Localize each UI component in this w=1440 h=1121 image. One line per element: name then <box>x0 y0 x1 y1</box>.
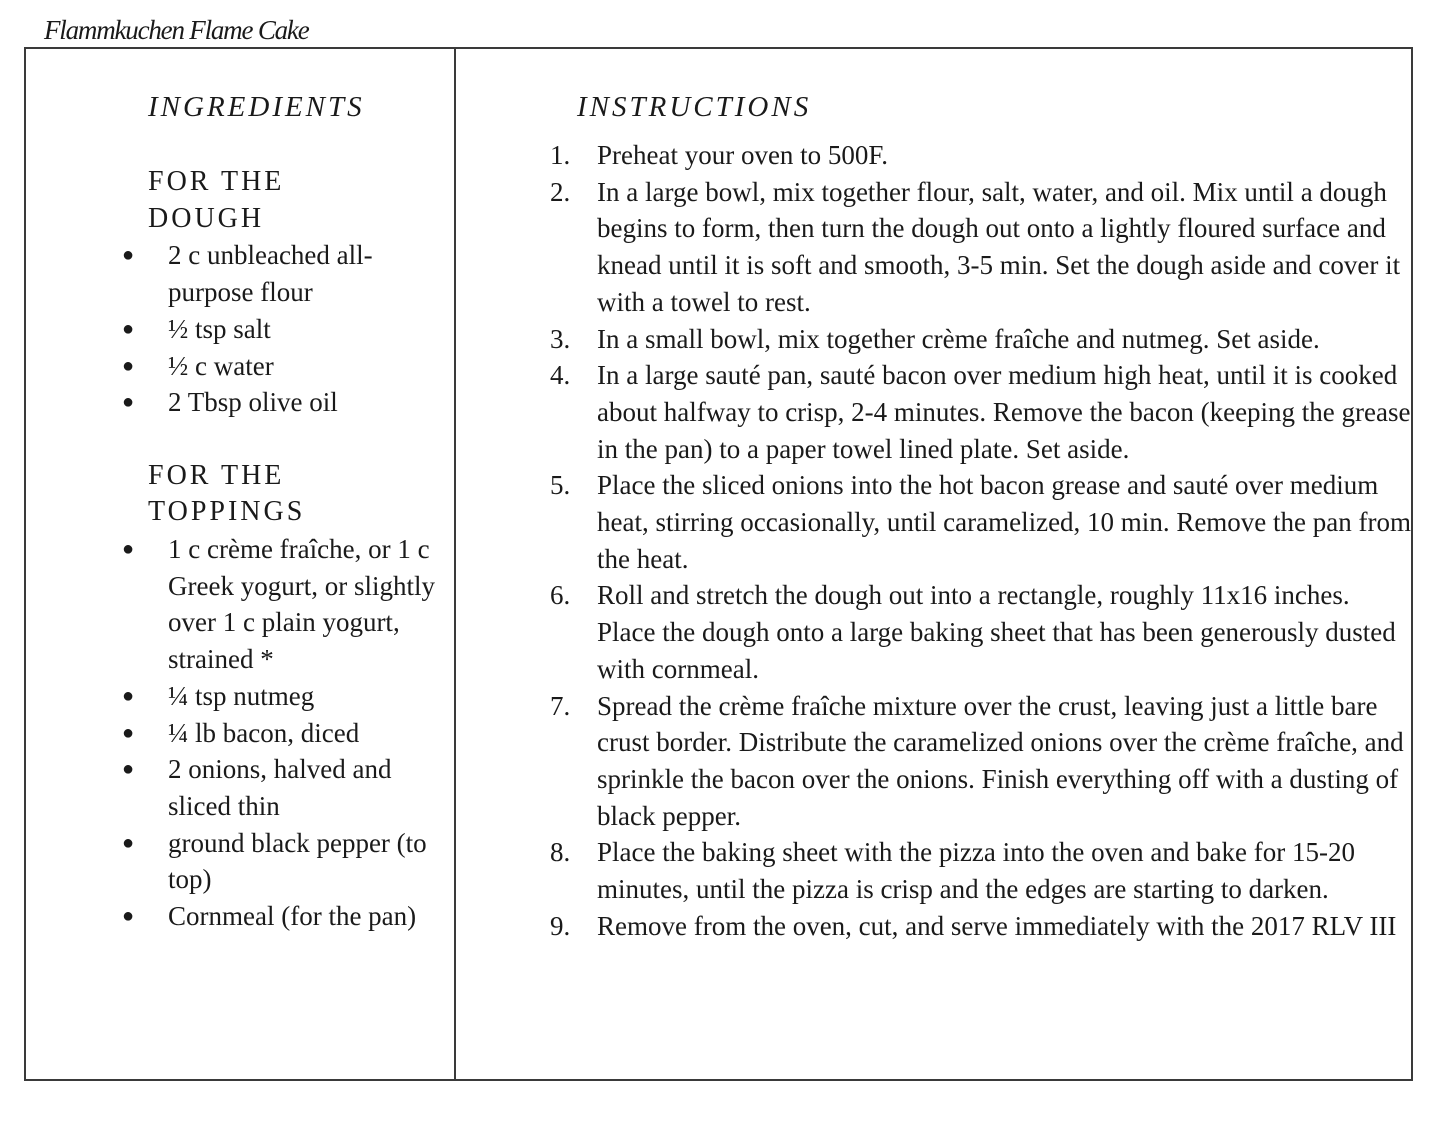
step-number: 5. <box>550 470 571 501</box>
list-item <box>26 715 454 752</box>
list-item <box>26 384 454 421</box>
ingredients-column <box>26 49 454 1079</box>
step-text: Place the sliced onions into the hot bacon grease and sauté over medium heat, stirring occasionally, until caramelized, 10 min. Remove the pan from the heat. <box>597 470 1411 574</box>
list-item <box>26 825 454 898</box>
list-item <box>456 834 1411 907</box>
instructions-column <box>456 49 1411 1079</box>
page-title: Flammkuchen Flame Cake <box>44 15 309 45</box>
bullet-icon: ● <box>122 758 135 781</box>
bullet-icon: ● <box>122 244 135 267</box>
ingredient-text: ¼ tsp nutmeg <box>168 680 315 711</box>
bullet-icon: ● <box>122 538 135 561</box>
step-number: 8. <box>550 837 571 868</box>
recipe-table <box>24 47 1413 1081</box>
bullet-icon: ● <box>122 354 135 377</box>
step-text: In a large bowl, mix together flour, salt, water, and oil. Mix until a dough begins to form, then turn the dough out onto a lightly floured surface and knead until it is soft and smooth, 3-5 min. Set the dough aside and cover it with a towel to rest. <box>597 176 1401 317</box>
toppings-ingredient-list <box>26 531 454 935</box>
step-text: Preheat your oven to 500F. <box>597 140 889 170</box>
ingredient-text: 2 c unbleached all-purpose flour <box>168 240 373 308</box>
list-item <box>456 577 1411 687</box>
bullet-icon: ● <box>122 317 135 340</box>
dough-section-heading: FOR THE DOUGH <box>148 166 285 234</box>
step-text: In a large sauté pan, sauté bacon over medium high heat, until it is cooked about halfway to crisp, 2-4 minutes. Remove the bacon (keeping the grease in the pan) to a paper towel lined plate. Set aside. <box>597 360 1411 464</box>
step-text: Spread the crème fraîche mixture over the crust, leaving just a little bare crust border. Distribute the caramelized onions over the crème fraîche, and sprinkle the bacon over the onions. Finish everything off with a dusting of black pepper. <box>597 690 1404 831</box>
toppings-section-heading: FOR THE TOPPINGS <box>148 459 306 528</box>
ingredient-text: Cornmeal (for the pan) <box>168 901 417 932</box>
step-number: 7. <box>550 690 571 721</box>
step-number: 9. <box>550 910 571 941</box>
list-item <box>456 137 1411 174</box>
list-item <box>456 357 1411 467</box>
bullet-icon: ● <box>122 684 135 707</box>
step-number: 2. <box>550 176 571 207</box>
group-spacer <box>26 421 454 458</box>
ingredient-text: ground black pepper (to top) <box>168 827 427 895</box>
ingredient-text: ½ tsp salt <box>168 313 271 344</box>
ingredients-groups <box>26 164 454 935</box>
list-item <box>26 531 454 678</box>
list-item <box>456 467 1411 577</box>
list-item <box>456 174 1411 321</box>
bullet-icon: ● <box>122 905 135 928</box>
step-number: 3. <box>550 323 571 354</box>
list-item <box>456 908 1411 945</box>
list-item <box>26 348 454 385</box>
list-item <box>26 898 454 935</box>
step-text: Remove from the oven, cut, and serve immediately with the 2017 RLV III <box>597 910 1397 941</box>
step-number: 6. <box>550 580 571 611</box>
ingredient-text: 1 c crème fraîche, or 1 c Greek yogurt, or slightly over 1 c plain yogurt, strained * <box>168 534 435 675</box>
ingredient-text: ½ c water <box>168 350 274 381</box>
step-number: 4. <box>550 360 571 391</box>
instruction-steps <box>456 137 1411 944</box>
instructions-heading: INSTRUCTIONS <box>577 91 812 123</box>
list-item <box>26 751 454 824</box>
ingredient-text: 2 Tbsp olive oil <box>168 387 338 418</box>
list-item <box>456 321 1411 358</box>
step-text: In a small bowl, mix together crème fraîche and nutmeg. Set aside. <box>597 323 1320 354</box>
ingredients-heading: INGREDIENTS <box>148 91 365 123</box>
list-item <box>456 688 1411 835</box>
ingredient-text: 2 onions, halved and sliced thin <box>168 754 392 821</box>
list-item <box>26 678 454 715</box>
step-number: 1. <box>550 140 571 170</box>
ingredient-text: ¼ lb bacon, diced <box>168 717 360 748</box>
list-item <box>26 311 454 348</box>
dough-ingredient-list <box>26 237 454 421</box>
bullet-icon: ● <box>122 831 135 854</box>
step-text: Place the baking sheet with the pizza into the oven and bake for 15-20 minutes, until the pizza is crisp and the edges are starting to darken. <box>597 837 1356 905</box>
step-text: Roll and stretch the dough out into a rectangle, roughly 11x16 inches. Place the dough onto a large baking sheet that has been generously dusted with cornmeal. <box>597 580 1396 684</box>
bullet-icon: ● <box>122 391 135 414</box>
list-item <box>26 237 454 310</box>
bullet-icon: ● <box>122 721 135 744</box>
